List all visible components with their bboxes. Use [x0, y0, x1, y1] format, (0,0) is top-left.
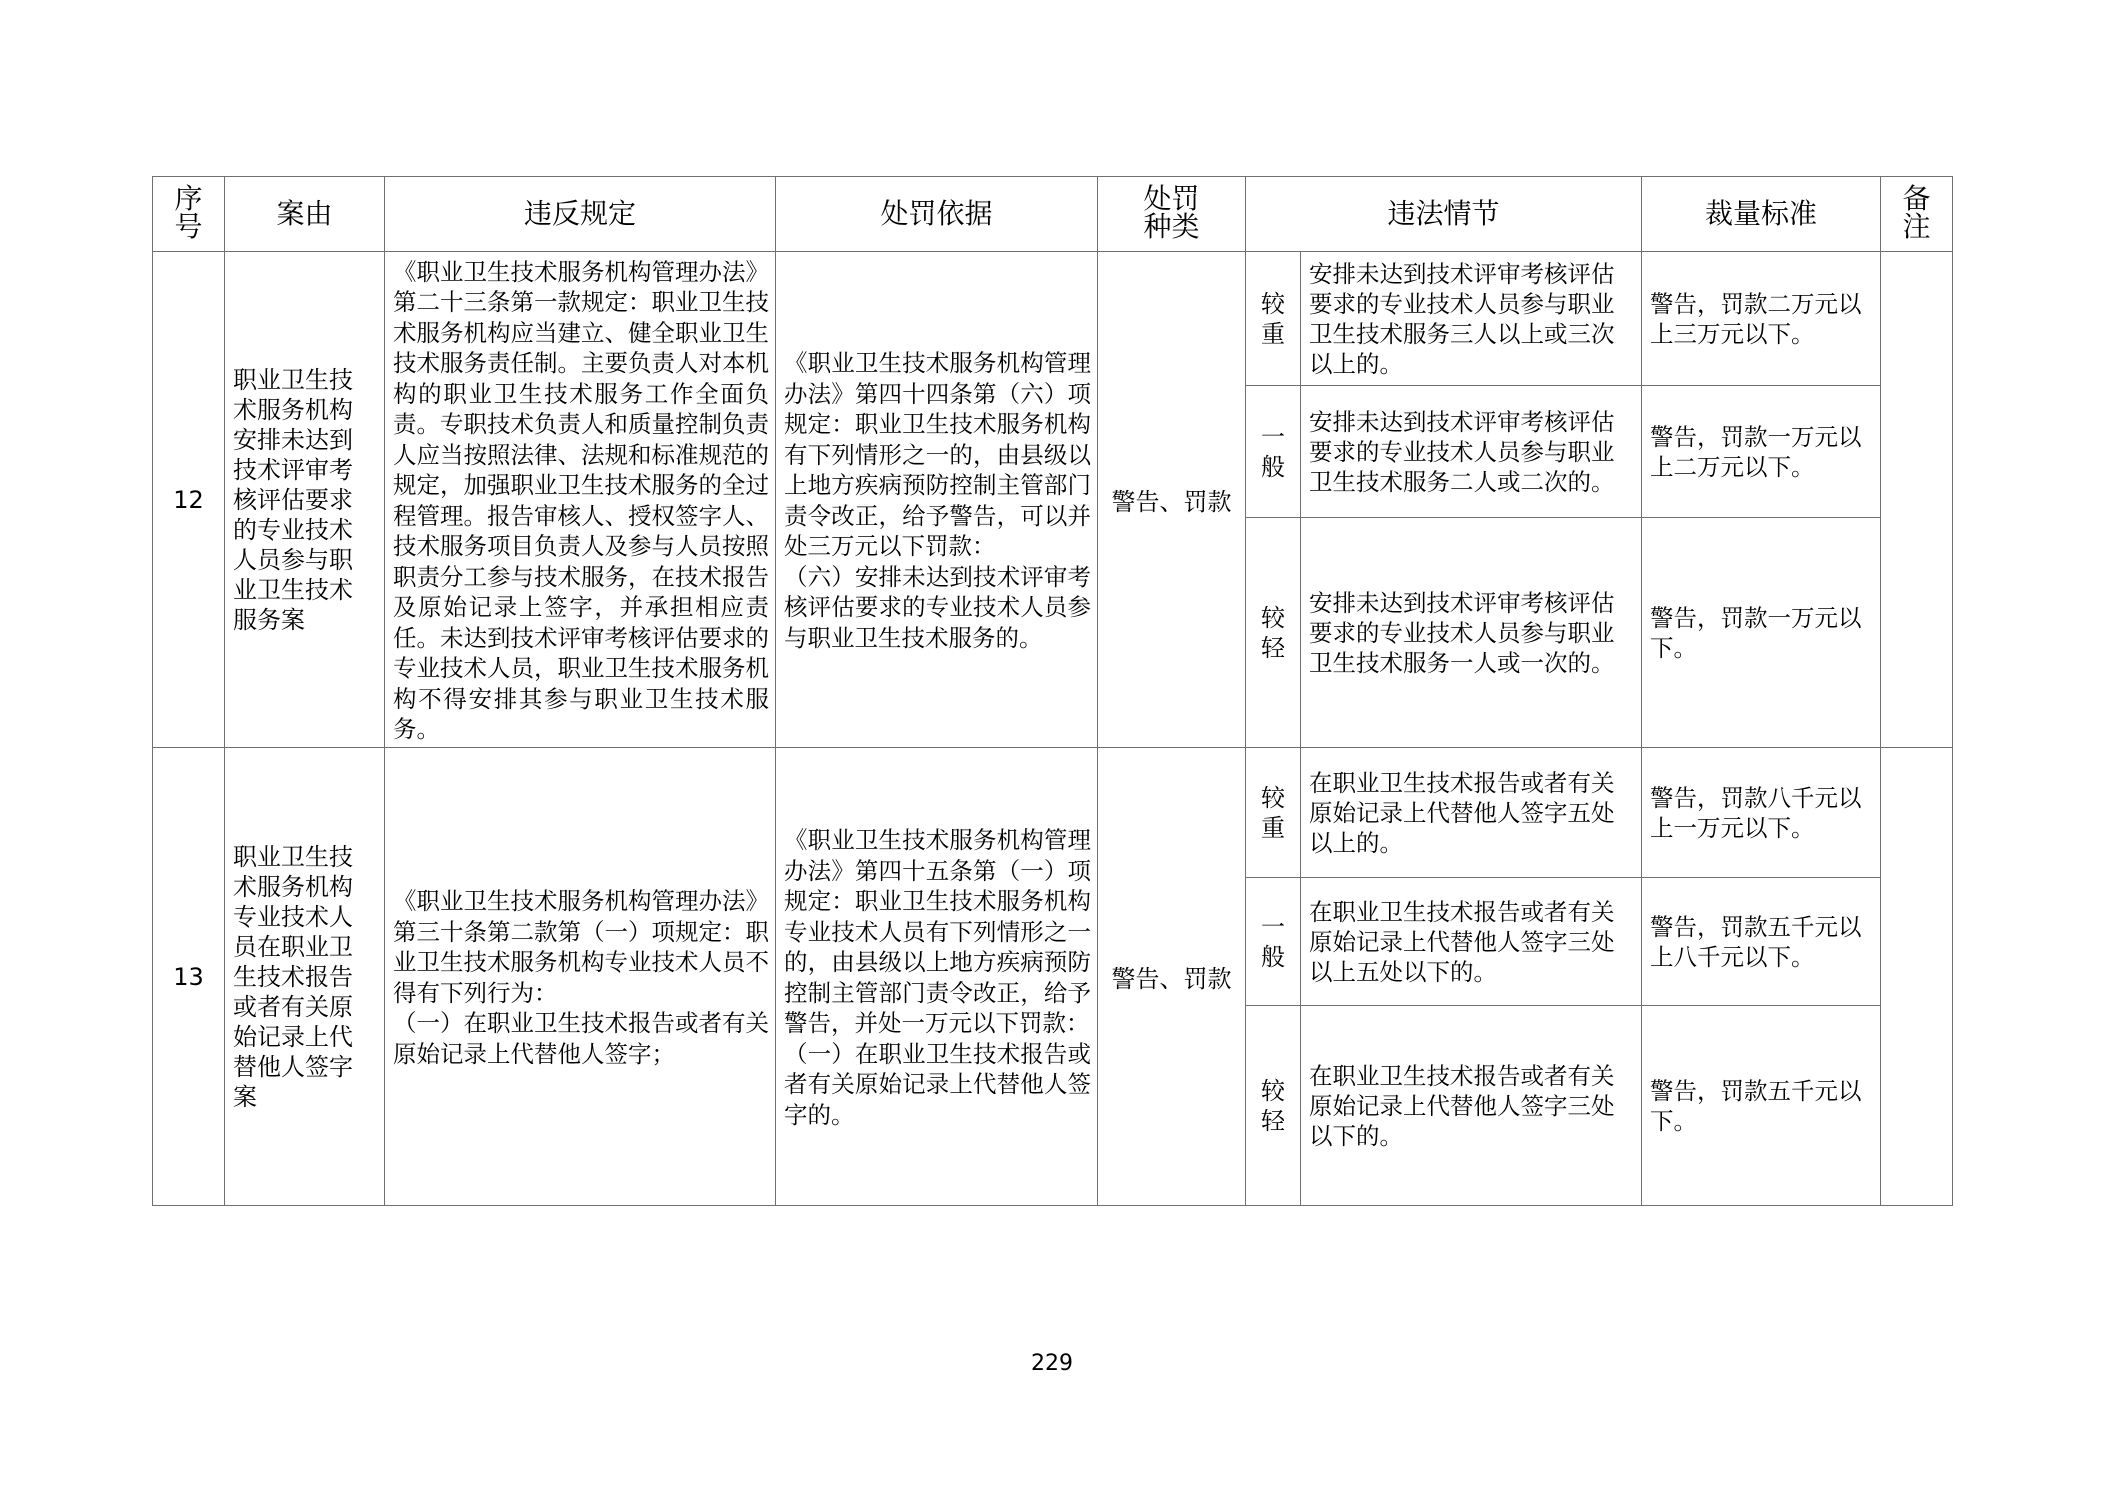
header-case: 案由: [225, 177, 385, 252]
penalty-table: [152, 176, 1953, 1206]
table-row: [153, 748, 1953, 878]
level-cell: 较重: [1246, 748, 1301, 878]
level-cell: 较重: [1246, 252, 1301, 386]
seq-cell: 13: [153, 748, 225, 1206]
header-seq: 序号: [153, 177, 225, 252]
circumstance-cell: 在职业卫生技术报告或者有关原始记录上代替他人签字三处以上五处以下的。: [1301, 878, 1642, 1006]
standard-cell: 警告，罚款一万元以上二万元以下。: [1642, 386, 1881, 518]
basis-cell: [776, 252, 1098, 748]
level-cell: 一般: [1246, 878, 1301, 1006]
violation-cell: [385, 252, 776, 748]
remark-cell: [1881, 748, 1953, 1206]
case-cell: 职业卫生技术服务机构专业技术人员在职业卫生技术报告或者有关原始记录上代替他人签字案: [225, 748, 385, 1206]
header-remark: 备注: [1881, 177, 1953, 252]
header-basis: 处罚依据: [776, 177, 1098, 252]
violation-cell: [385, 748, 776, 1206]
basis-text: 《职业卫生技术服务机构管理办法》第四十五条第（一）项规定：职业卫生技术服务机构专业技术人员有下列情形之一的，由县级以上地方疾病预防控制主管部门责令改正，给予警告，并处一万元以下罚款： （一）在职业卫生技术报告或者有关原始记录上代替他人签字的。: [784, 826, 1091, 1129]
header-kind: 处罚种类: [1098, 177, 1246, 252]
violation-text: 《职业卫生技术服务机构管理办法》第二十三条第一款规定：职业卫生技术服务机构应当建立、健全职业卫生技术服务责任制。主要负责人对本机构的职业卫生技术服务工作全面负责。专职技术负责人和质量控制负责人应当按照法律、法规和标准规范的规定，加强职业卫生技术服务的全过程管理。报告审核人、授权签字人、技术服务项目负责人及参与人员按照职责分工参与技术服务，在技术报告及原始记录上签字，并承担相应责任。未达到技术评审考核评估要求的专业技术人员，职业卫生技术服务机构不得安排其参与职业卫生技术服务。: [393, 257, 769, 743]
header-circumstance: 违法情节: [1246, 177, 1642, 252]
basis-text: 《职业卫生技术服务机构管理办法》第四十四条第（六）项规定：职业卫生技术服务机构有下列情形之一的，由县级以上地方疾病预防控制主管部门责令改正，给予警告，可以并处三万元以下罚款： （六）安排未达到技术评审考核评估要求的专业技术人员参与职业卫生技术服务的。: [784, 349, 1091, 652]
seq-cell: 12: [153, 252, 225, 748]
header-row: [153, 177, 1953, 252]
kind-cell: 警告、罚款: [1098, 252, 1246, 748]
violation-text: 《职业卫生技术服务机构管理办法》第三十条第二款第（一）项规定：职业卫生技术服务机构专业技术人员不得有下列行为： （一）在职业卫生技术报告或者有关原始记录上代替他人签字；: [393, 887, 769, 1068]
standard-cell: 警告，罚款二万元以上三万元以下。: [1642, 252, 1881, 386]
standard-cell: 警告，罚款八千元以上一万元以下。: [1642, 748, 1881, 878]
kind-cell: 警告、罚款: [1098, 748, 1246, 1206]
level-cell: 较轻: [1246, 518, 1301, 748]
circumstance-cell: 安排未达到技术评审考核评估要求的专业技术人员参与职业卫生技术服务二人或二次的。: [1301, 386, 1642, 518]
circumstance-cell: 在职业卫生技术报告或者有关原始记录上代替他人签字三处以下的。: [1301, 1006, 1642, 1206]
standard-cell: 警告，罚款五千元以下。: [1642, 1006, 1881, 1206]
remark-cell: [1881, 252, 1953, 748]
case-cell: 职业卫生技术服务机构安排未达到技术评审考核评估要求的专业技术人员参与职业卫生技术服务案: [225, 252, 385, 748]
page-number: 229: [1031, 1351, 1073, 1376]
table-row: [153, 252, 1953, 386]
circumstance-cell: 在职业卫生技术报告或者有关原始记录上代替他人签字五处以上的。: [1301, 748, 1642, 878]
circumstance-cell: 安排未达到技术评审考核评估要求的专业技术人员参与职业卫生技术服务一人或一次的。: [1301, 518, 1642, 748]
header-violation: 违反规定: [385, 177, 776, 252]
circumstance-cell: 安排未达到技术评审考核评估要求的专业技术人员参与职业卫生技术服务三人以上或三次以上的。: [1301, 252, 1642, 386]
level-cell: 一般: [1246, 386, 1301, 518]
basis-cell: [776, 748, 1098, 1206]
standard-cell: 警告，罚款一万元以下。: [1642, 518, 1881, 748]
header-standard: 裁量标准: [1642, 177, 1881, 252]
level-cell: 较轻: [1246, 1006, 1301, 1206]
standard-cell: 警告，罚款五千元以上八千元以下。: [1642, 878, 1881, 1006]
